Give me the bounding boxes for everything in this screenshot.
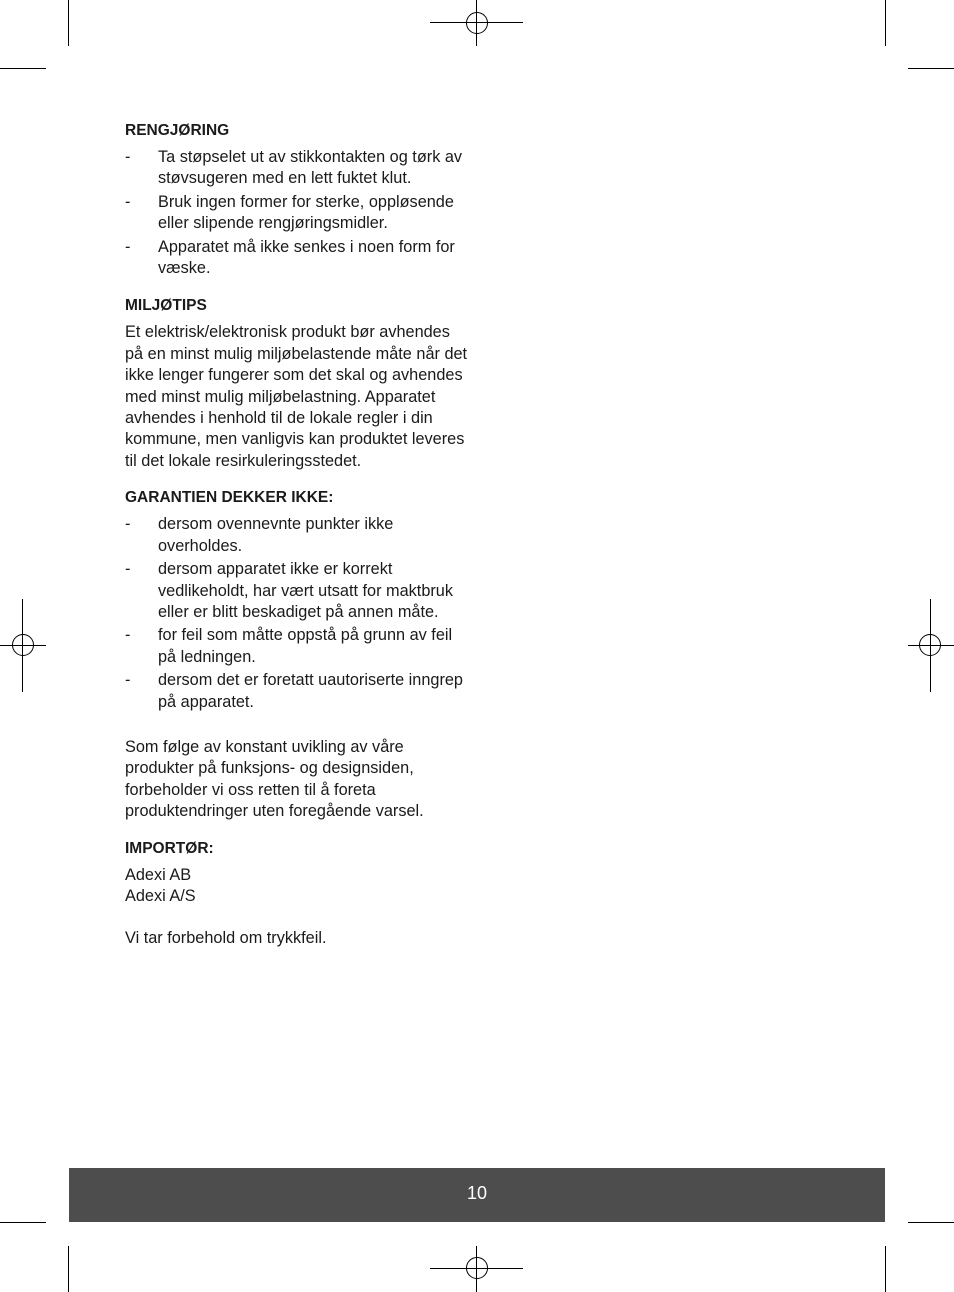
misprint-disclaimer: Vi tar forbehold om trykkfeil. <box>125 929 327 948</box>
crop-mark <box>908 1222 954 1223</box>
bullet-dash: - <box>125 626 131 645</box>
cleaning-heading: RENGJØRING <box>125 122 230 139</box>
importer-heading: IMPORTØR: <box>125 839 214 857</box>
bullet-dash: - <box>125 192 131 211</box>
list-item: - dersom apparatet ikke er korrekt vedlikeholdt, har vært utsatt for maktbruk eller er blitt beskadiget på annen måte. <box>125 560 453 621</box>
cleaning-list <box>125 147 470 279</box>
importer-line: Adexi AB <box>125 865 192 884</box>
environment-heading: MILJØTIPS <box>125 297 207 315</box>
crop-mark <box>0 68 46 69</box>
bullet-dash: - <box>125 560 131 579</box>
crop-mark <box>885 1246 886 1292</box>
crop-mark <box>885 0 886 46</box>
list-item: - Ta støpselet ut av stikkontakten og tørk av støvsugeren med en lett fuktet klut. <box>125 148 463 188</box>
warranty-list <box>125 514 470 713</box>
list-item: - dersom ovennevnte punkter ikke overholdes. <box>125 515 394 555</box>
warranty-heading: GARANTIEN DEKKER IKKE: <box>125 489 334 507</box>
crop-mark <box>68 0 69 46</box>
list-item: - Bruk ingen former for sterke, oppløsende eller slipende rengjøringsmidler. <box>125 192 454 233</box>
bullet-dash: - <box>125 237 131 256</box>
list-item: - Apparatet må ikke senkes i noen form for væske. <box>125 237 455 278</box>
list-item: - for feil som måtte oppstå på grunn av feil på ledningen. <box>125 626 453 666</box>
list-item: - dersom det er foretatt uautoriserte inngrep på apparatet. <box>125 671 463 711</box>
crop-mark <box>0 1222 46 1223</box>
bullet-dash: - <box>125 671 131 690</box>
page-content <box>125 121 470 950</box>
bullet-dash: - <box>125 148 131 166</box>
bullet-dash: - <box>125 515 131 534</box>
importer-line: Adexi A/S <box>125 886 196 905</box>
page-number: 10 <box>466 1183 488 1203</box>
environment-text: Et elektrisk/elektronisk produkt bør avhendes på en minst mulig miljøbelastende måte når det ikke lenger fungerer som det skal og avhendes med minst mulig miljøbelastning. Apparatet avhendes i henhold til de lokale regler i din kommune, men vanligvis kan produktet leveres til det lokale resirkuleringsstedet. <box>125 323 468 470</box>
crop-mark <box>908 68 954 69</box>
footer-bar <box>69 1168 885 1222</box>
product-change-note: Som følge av konstant uvikling av våre produkter på funksjons- og designsiden, forbeholder vi oss retten til å foreta produktendringer uten foregående varsel. <box>125 737 424 821</box>
crop-mark <box>68 1246 69 1292</box>
